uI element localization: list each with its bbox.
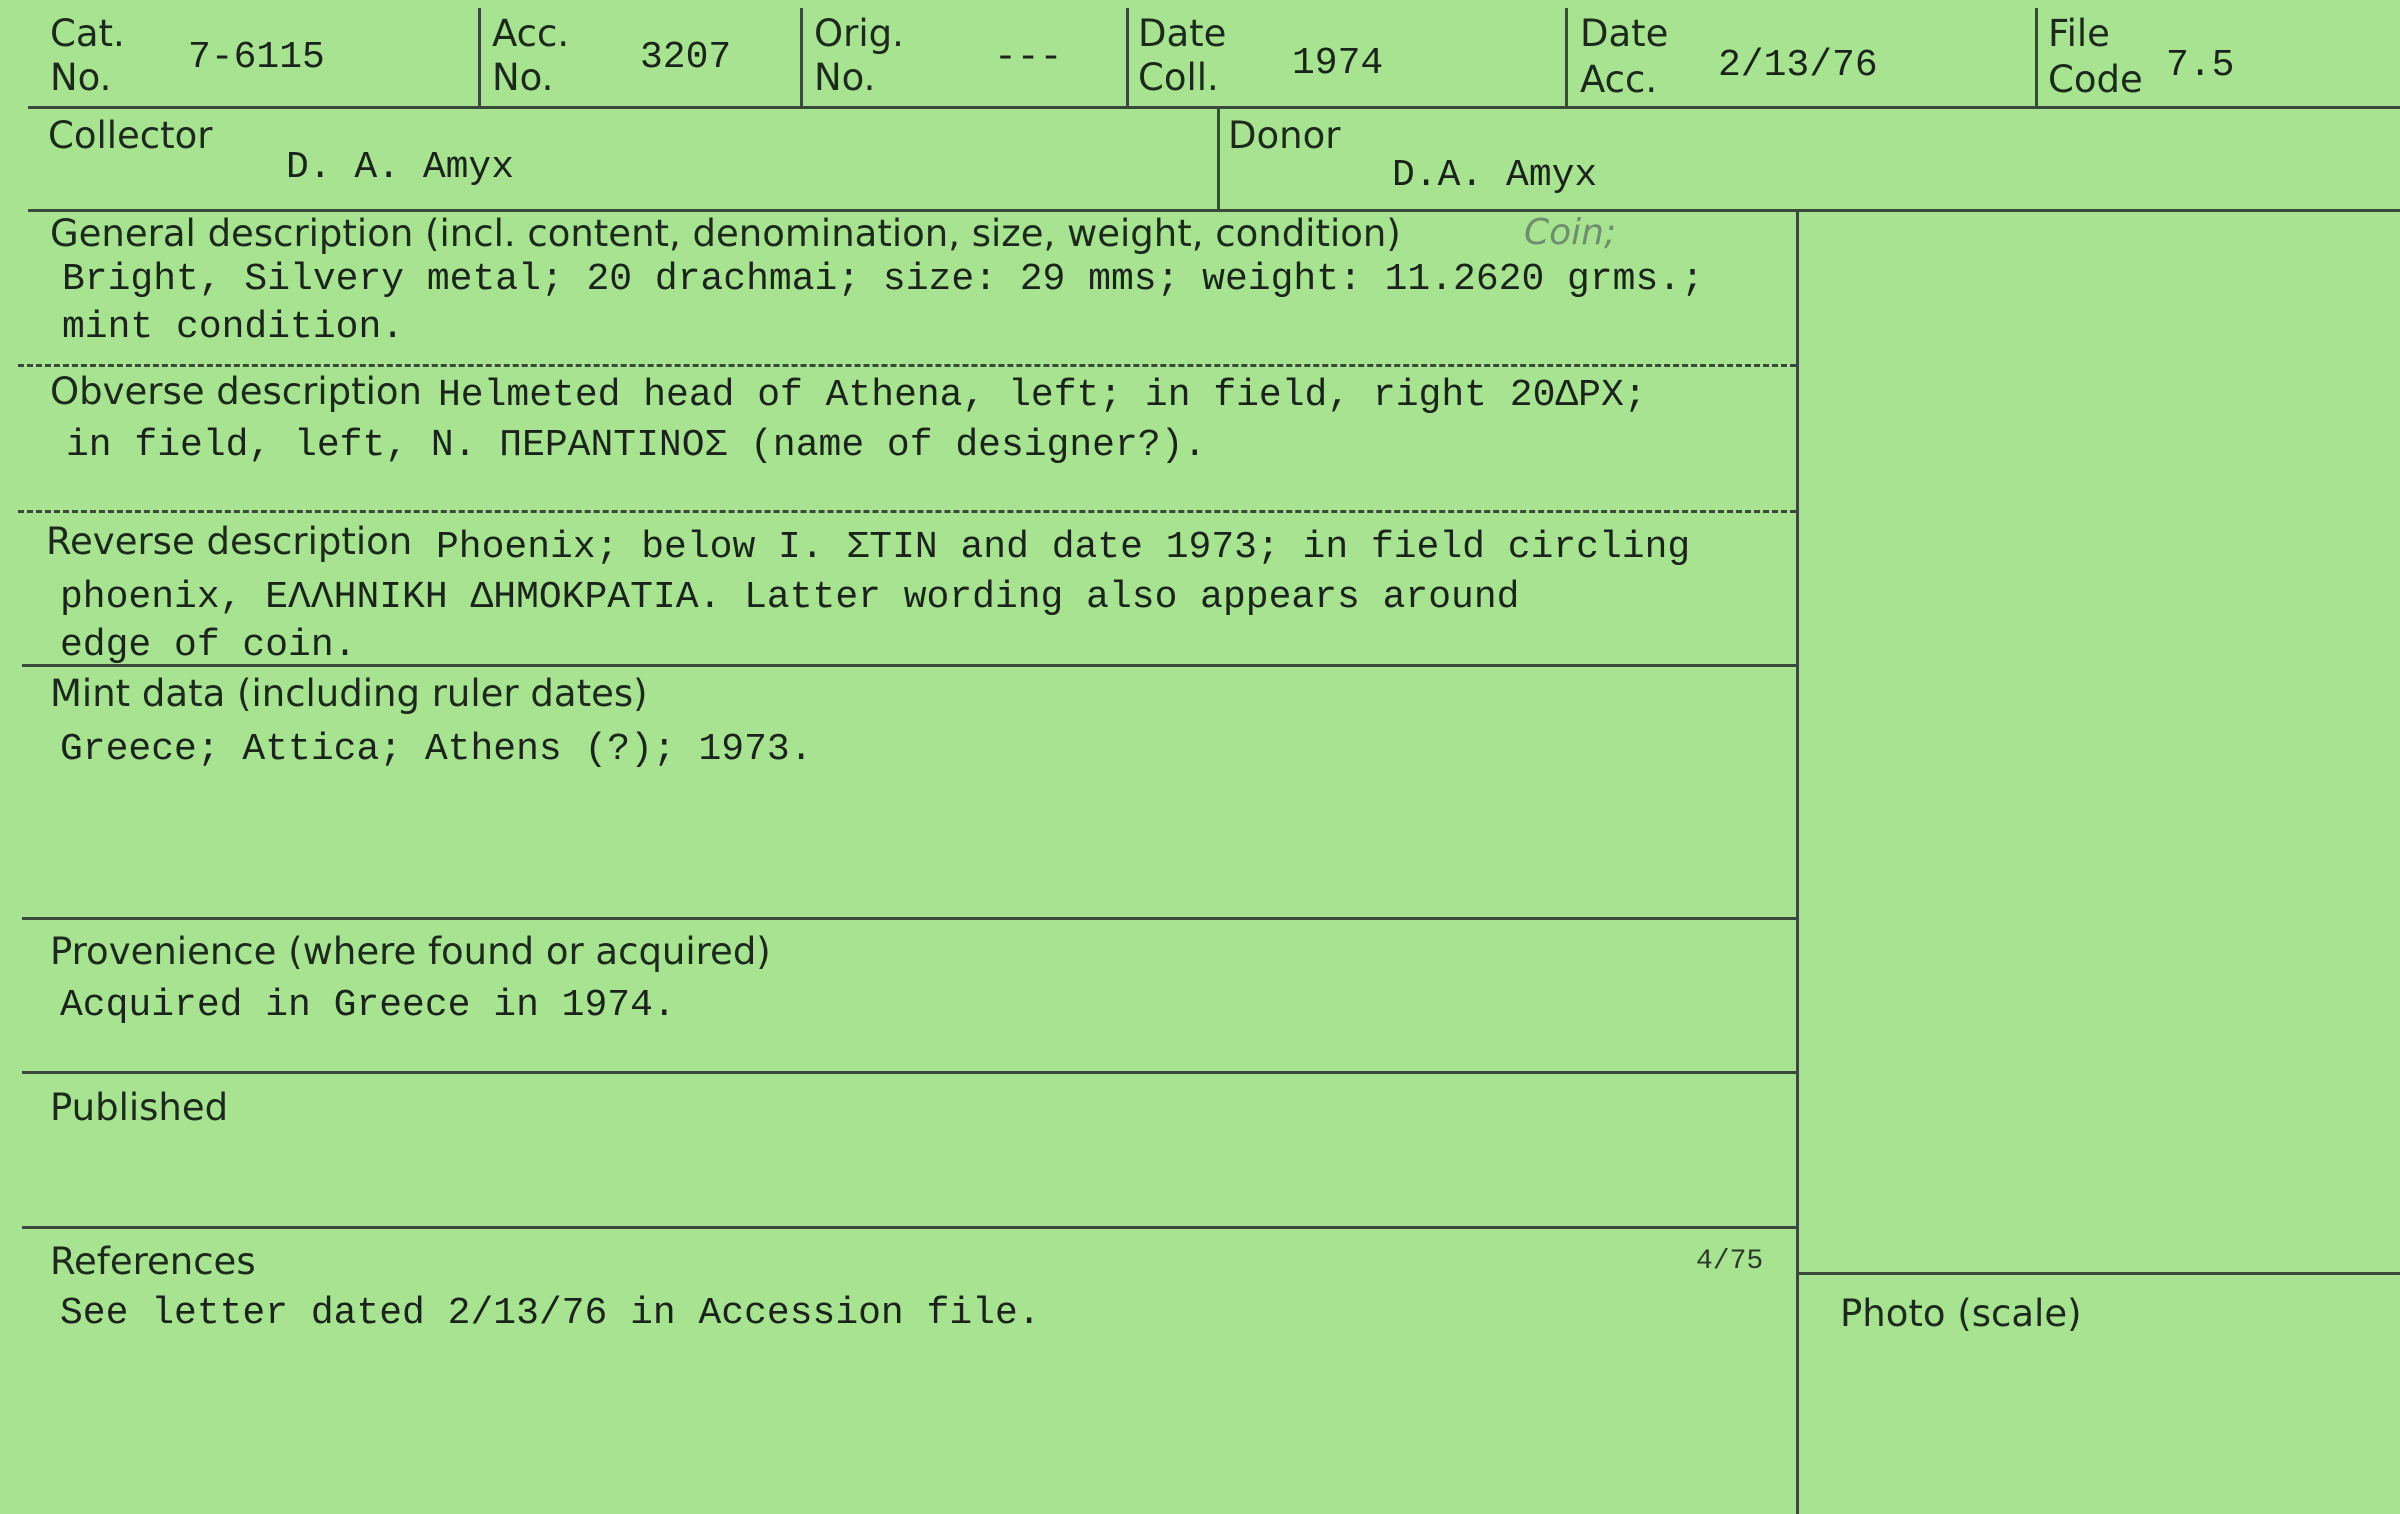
date-coll-label-bottom: Coll. — [1138, 56, 1219, 99]
provenience-value: Acquired in Greece in 1974. — [60, 984, 676, 1027]
references-code: 4/75 — [1696, 1246, 1764, 1277]
cat-label-bottom: No. — [50, 56, 112, 99]
acc-label-top: Acc. — [492, 12, 570, 55]
references-label: References — [50, 1240, 256, 1283]
collector-label: Collector — [48, 114, 213, 157]
obverse-bottom-dashed-rule — [18, 510, 1796, 513]
donor-name: D.A. Amyx — [1392, 154, 1598, 197]
cat-label-top: Cat. — [50, 12, 125, 55]
general-description-note: Coin; — [1524, 212, 1617, 253]
photo-scale-label: Photo (scale) — [1840, 1292, 2082, 1335]
mint-bottom-rule — [22, 917, 1796, 920]
header-divider-1 — [478, 8, 481, 108]
file-label-top: File — [2048, 12, 2110, 55]
file-label-bottom: Code — [2048, 58, 2143, 101]
acc-number: 3207 — [640, 36, 732, 79]
general-bottom-dashed-rule — [18, 364, 1796, 367]
provenience-label: Provenience (where found or acquired) — [50, 930, 771, 973]
date-accessioned: 2/13/76 — [1718, 44, 1878, 87]
header-divider-3 — [1126, 8, 1129, 108]
donor-label: Donor — [1228, 114, 1341, 157]
right-column-rule — [1796, 210, 1799, 1514]
collector-donor-divider — [1217, 108, 1220, 211]
orig-label-bottom: No. — [814, 56, 876, 99]
collector-name: D. A. Amyx — [286, 146, 515, 189]
obverse-description-line-1: Helmeted head of Athena, left; in field, right 20ΔPX; — [438, 374, 1647, 417]
general-description-label: General description (incl. content, denomination, size, weight, condition) — [50, 212, 1401, 255]
provenience-bottom-rule — [22, 1071, 1796, 1074]
orig-label-top: Orig. — [814, 12, 904, 55]
header-divider-2 — [800, 8, 803, 108]
header-divider-5 — [2035, 8, 2038, 108]
date-acc-label-bottom: Acc. — [1580, 58, 1658, 101]
header-divider-4 — [1565, 8, 1568, 108]
photo-top-rule — [1798, 1272, 2400, 1275]
general-description-line-2: mint condition. — [62, 306, 405, 349]
reverse-description-line-1: Phoenix; below I. ΣTIN and date 1973; in field circling — [436, 526, 1691, 569]
obverse-description-label: Obverse description — [50, 370, 423, 413]
reverse-description-line-3: edge of coin. — [60, 624, 357, 667]
file-code: 7.5 — [2166, 44, 2235, 87]
published-label: Published — [50, 1086, 229, 1129]
date-coll-label-top: Date — [1138, 12, 1227, 55]
date-acc-label-top: Date — [1580, 12, 1669, 55]
published-bottom-rule — [22, 1226, 1796, 1229]
general-description-line-1: Bright, Silvery metal; 20 drachmai; size: 29 mms; weight: 11.2620 grms.; — [62, 258, 1704, 301]
date-collected: 1974 — [1292, 42, 1384, 85]
mint-data-label: Mint data (including ruler dates) — [50, 672, 648, 715]
acc-label-bottom: No. — [492, 56, 554, 99]
header-bottom-rule — [28, 106, 2400, 109]
cat-number: 7-6115 — [188, 36, 325, 79]
orig-number: --- — [994, 36, 1063, 79]
reverse-description-line-2: phoenix, EΛΛHNIKH ΔHMOKPATIA. Latter wording also appears around — [60, 576, 1520, 619]
mint-data-value: Greece; Attica; Athens (?); 1973. — [60, 728, 813, 771]
references-value: See letter dated 2/13/76 in Accession file. — [60, 1292, 1041, 1335]
obverse-description-line-2: in field, left, N. ΠEPANTINOΣ (name of designer?). — [66, 424, 1207, 467]
reverse-description-label: Reverse description — [46, 520, 413, 563]
